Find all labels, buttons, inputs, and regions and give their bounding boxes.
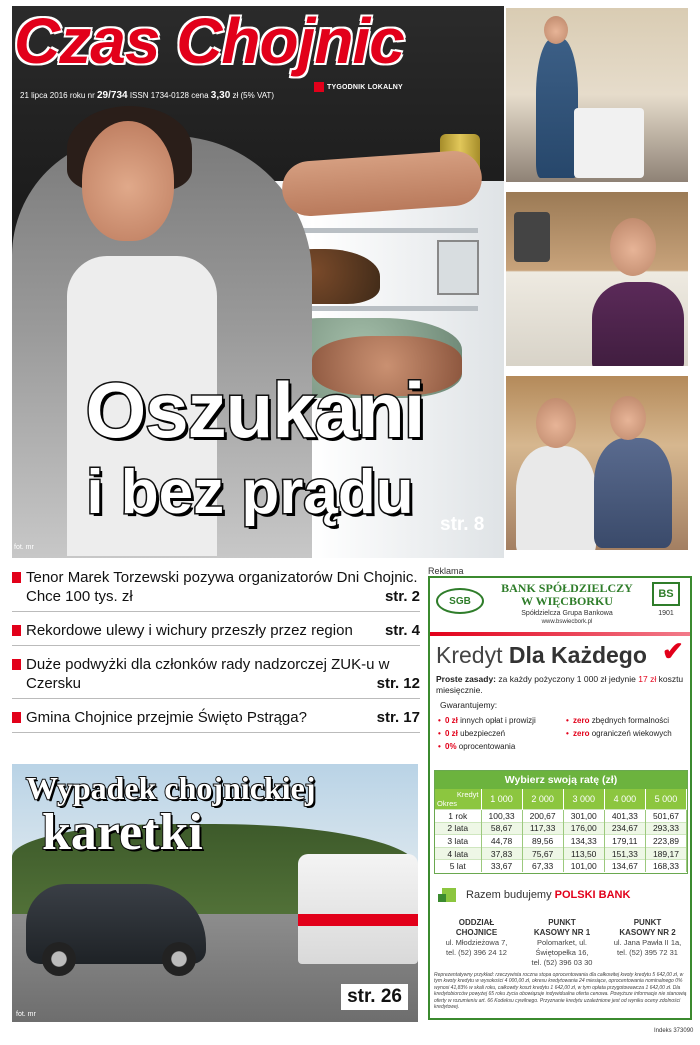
rules-text-a: za każdy pożyczony 1 000 zł jedynie — [498, 674, 636, 684]
lead-headline-line1[interactable]: Oszukani — [85, 366, 425, 454]
ambulance — [298, 854, 418, 964]
guarantee-item: • 0 zł ubezpieczeń — [438, 727, 566, 740]
side-photo-elderly-woman-meter — [506, 192, 688, 366]
corner-credit: Kredyt — [456, 790, 479, 799]
rate-column-header: 2 000 — [522, 789, 563, 810]
table-row: 2 lata 58,67 117,33 176,00 234,67 293,33 — [435, 822, 687, 835]
masthead — [14, 5, 424, 91]
guarantee-item: • zero zbędnych formalności — [566, 714, 688, 727]
red-bullet-icon — [12, 572, 21, 583]
rate-table-title: Wybierz swoją ratę (zł) — [435, 771, 687, 789]
ad-slogan — [436, 884, 686, 908]
lead-headline-line2[interactable]: i bez prądu — [86, 458, 414, 527]
story-headline-line2: karetki — [42, 804, 203, 861]
bank-advertisement[interactable] — [428, 576, 692, 1020]
ad-fine-print: Reprezentatywny przykład: rzeczywista roczna stopa oprocentowania dla całkowitej kwoty kredytu 5 642,00 zł, w tym kwoty kredytu w wysokości 4 000,00 zł, okresu kredytowania 24 miesiące, oprocentowania nominalnego 0% wynosi 41,83% w skali roku, całkowity koszt kredytu 1 642,00 zł, w tym opłata przygotowawcza 1 642,00 zł. Dla kredytobiorców powyżej 65 roku życia obowiązuje indywidualna oferta cenowa. Powyższe informacje nie stanowią oferty w rozumieniu art. 66 Kodeksu cywilnego. Przyznanie kredytu uzależnione jest od wyniku oceny zdolności kredytowej. — [434, 972, 687, 1011]
issn: ISSN 1734-0128 — [129, 91, 189, 100]
teaser-page: str. 4 — [384, 622, 420, 639]
bank-name-line2: W WIĘCBORKU — [521, 594, 613, 608]
teaser-item[interactable] — [12, 655, 420, 699]
ad-label: Reklama — [428, 566, 464, 576]
guarantee-item: • zero ograniczeń wiekowych — [566, 727, 688, 740]
ad-rules — [436, 674, 686, 696]
green-square-small-icon — [438, 894, 446, 902]
ad-header — [430, 578, 690, 630]
rate-column-header: 3 000 — [563, 789, 604, 810]
issue-info — [20, 90, 274, 101]
checkmark-icon: ✔ — [662, 636, 684, 666]
slogan-prefix: Razem budujemy — [466, 889, 552, 901]
teaser-page: str. 17 — [376, 709, 420, 726]
teaser-text: Gmina Chojnice przejmie Święto Pstrąga? — [26, 709, 307, 726]
guarantee-item: • 0 zł innych opłat i prowizji — [438, 714, 566, 727]
teaser-item[interactable] — [12, 708, 420, 733]
product-title — [436, 642, 647, 669]
teaser-text: Tenor Marek Torzewski pozywa organizatorów Dni Chojnic. Chce 100 tys. zł — [26, 569, 418, 605]
lead-photo-credit: fot. mr — [14, 544, 34, 551]
branch-item: PUNKT KASOWY NR 2 ul. Jana Pawła II 1a, tel. (52) 395 72 31 — [613, 918, 682, 957]
newspaper-title: Czas Chojnic — [14, 5, 404, 77]
table-row: 3 lata 44,78 89,56 134,33 179,11 223,89 — [435, 835, 687, 848]
corner-period: Okres — [437, 799, 458, 808]
rate-table — [434, 770, 688, 874]
issue-date: 21 lipca 2016 roku — [20, 91, 86, 100]
teaser-page: str. 12 — [376, 675, 420, 692]
rules-amount: 17 zł — [638, 674, 657, 684]
guarantees-label: Gwarantujemy: — [440, 700, 498, 710]
story-headline-line1: Wypadek chojnickiej — [26, 770, 316, 806]
product-prefix: Kredyt — [436, 642, 503, 668]
guarantee-item: • 0% oprocentowania — [438, 740, 566, 753]
bank-name — [492, 582, 642, 608]
rules-text-b: kosztu miesięcznie. — [436, 674, 684, 695]
ad-divider — [430, 632, 690, 636]
story-page-ref: str. 26 — [341, 984, 408, 1010]
side-photo-woman-kitchen — [506, 8, 688, 182]
slogan-highlight: POLSKI BANK — [554, 889, 631, 901]
teaser-page: str. 2 — [384, 588, 420, 605]
bank-year: 1901 — [658, 610, 674, 617]
bank-website[interactable]: www.bswiecbork.pl — [541, 619, 593, 625]
red-bullet-icon — [12, 712, 21, 723]
branch-item: ODDZIAŁ CHOJNICE ul. Młodzieżowa 7, tel. (52) 396 24 12 — [445, 918, 508, 957]
guarantees-list — [438, 714, 688, 753]
teaser-item[interactable] — [12, 621, 420, 646]
teaser-list — [12, 568, 420, 742]
red-bullet-icon — [12, 659, 21, 670]
teaser-text: Duże podwyżki dla członków rady nadzorczej ZUK-u w Czersku — [26, 656, 390, 692]
issue-number-prefix: nr — [87, 91, 95, 100]
teaser-item[interactable] — [12, 568, 420, 612]
product-name: Dla Każdego — [508, 642, 647, 668]
table-row: 1 rok 100,33 200,67 301,00 401,33 501,67 — [435, 810, 687, 823]
bank-name-line1: BANK SPÓŁDZIELCZY — [501, 581, 633, 595]
price: 3,30 — [210, 90, 231, 101]
rate-column-header: 4 000 — [604, 789, 645, 810]
rate-table-corner — [435, 789, 481, 809]
branch-list — [434, 918, 690, 968]
price-prefix: cena — [191, 91, 209, 100]
bs-logo-icon: BS — [652, 582, 680, 606]
side-photo-couple-sofa — [506, 376, 688, 550]
branch-item: PUNKT KASOWY NR 1 Polomarket, ul. Świętopełka 16, tel. (52) 396 03 30 — [531, 918, 593, 967]
lead-page-ref[interactable]: str. 8 — [440, 514, 485, 535]
rate-column-header: 1 000 — [481, 789, 522, 810]
table-row: 5 lat 33,67 67,33 101,00 134,67 168,33 — [435, 860, 687, 873]
weekly-badge — [314, 82, 403, 92]
weekly-square-icon — [314, 82, 324, 92]
red-bullet-icon — [12, 625, 21, 636]
index-code: Indeks 373090 — [654, 1028, 694, 1034]
ambulance-accident-story[interactable] — [12, 764, 418, 1022]
table-row: 4 lata 37,83 75,67 113,50 151,33 189,17 — [435, 847, 687, 860]
story-photo-credit: fot. mr — [16, 1011, 36, 1018]
price-suffix: zł (5% VAT) — [232, 91, 274, 100]
bank-group: Spółdzielcza Grupa Bankowa — [521, 610, 613, 617]
teaser-text: Rekordowe ulewy i wichury przeszły przez region — [26, 622, 353, 639]
rate-column-header: 5 000 — [645, 789, 686, 810]
weekly-label: TYGODNIK LOKALNY — [327, 83, 403, 91]
rules-label: Proste zasady: — [436, 674, 496, 684]
sgb-logo-icon: SGB — [436, 588, 484, 614]
issue-number: 29/734 — [96, 90, 128, 101]
